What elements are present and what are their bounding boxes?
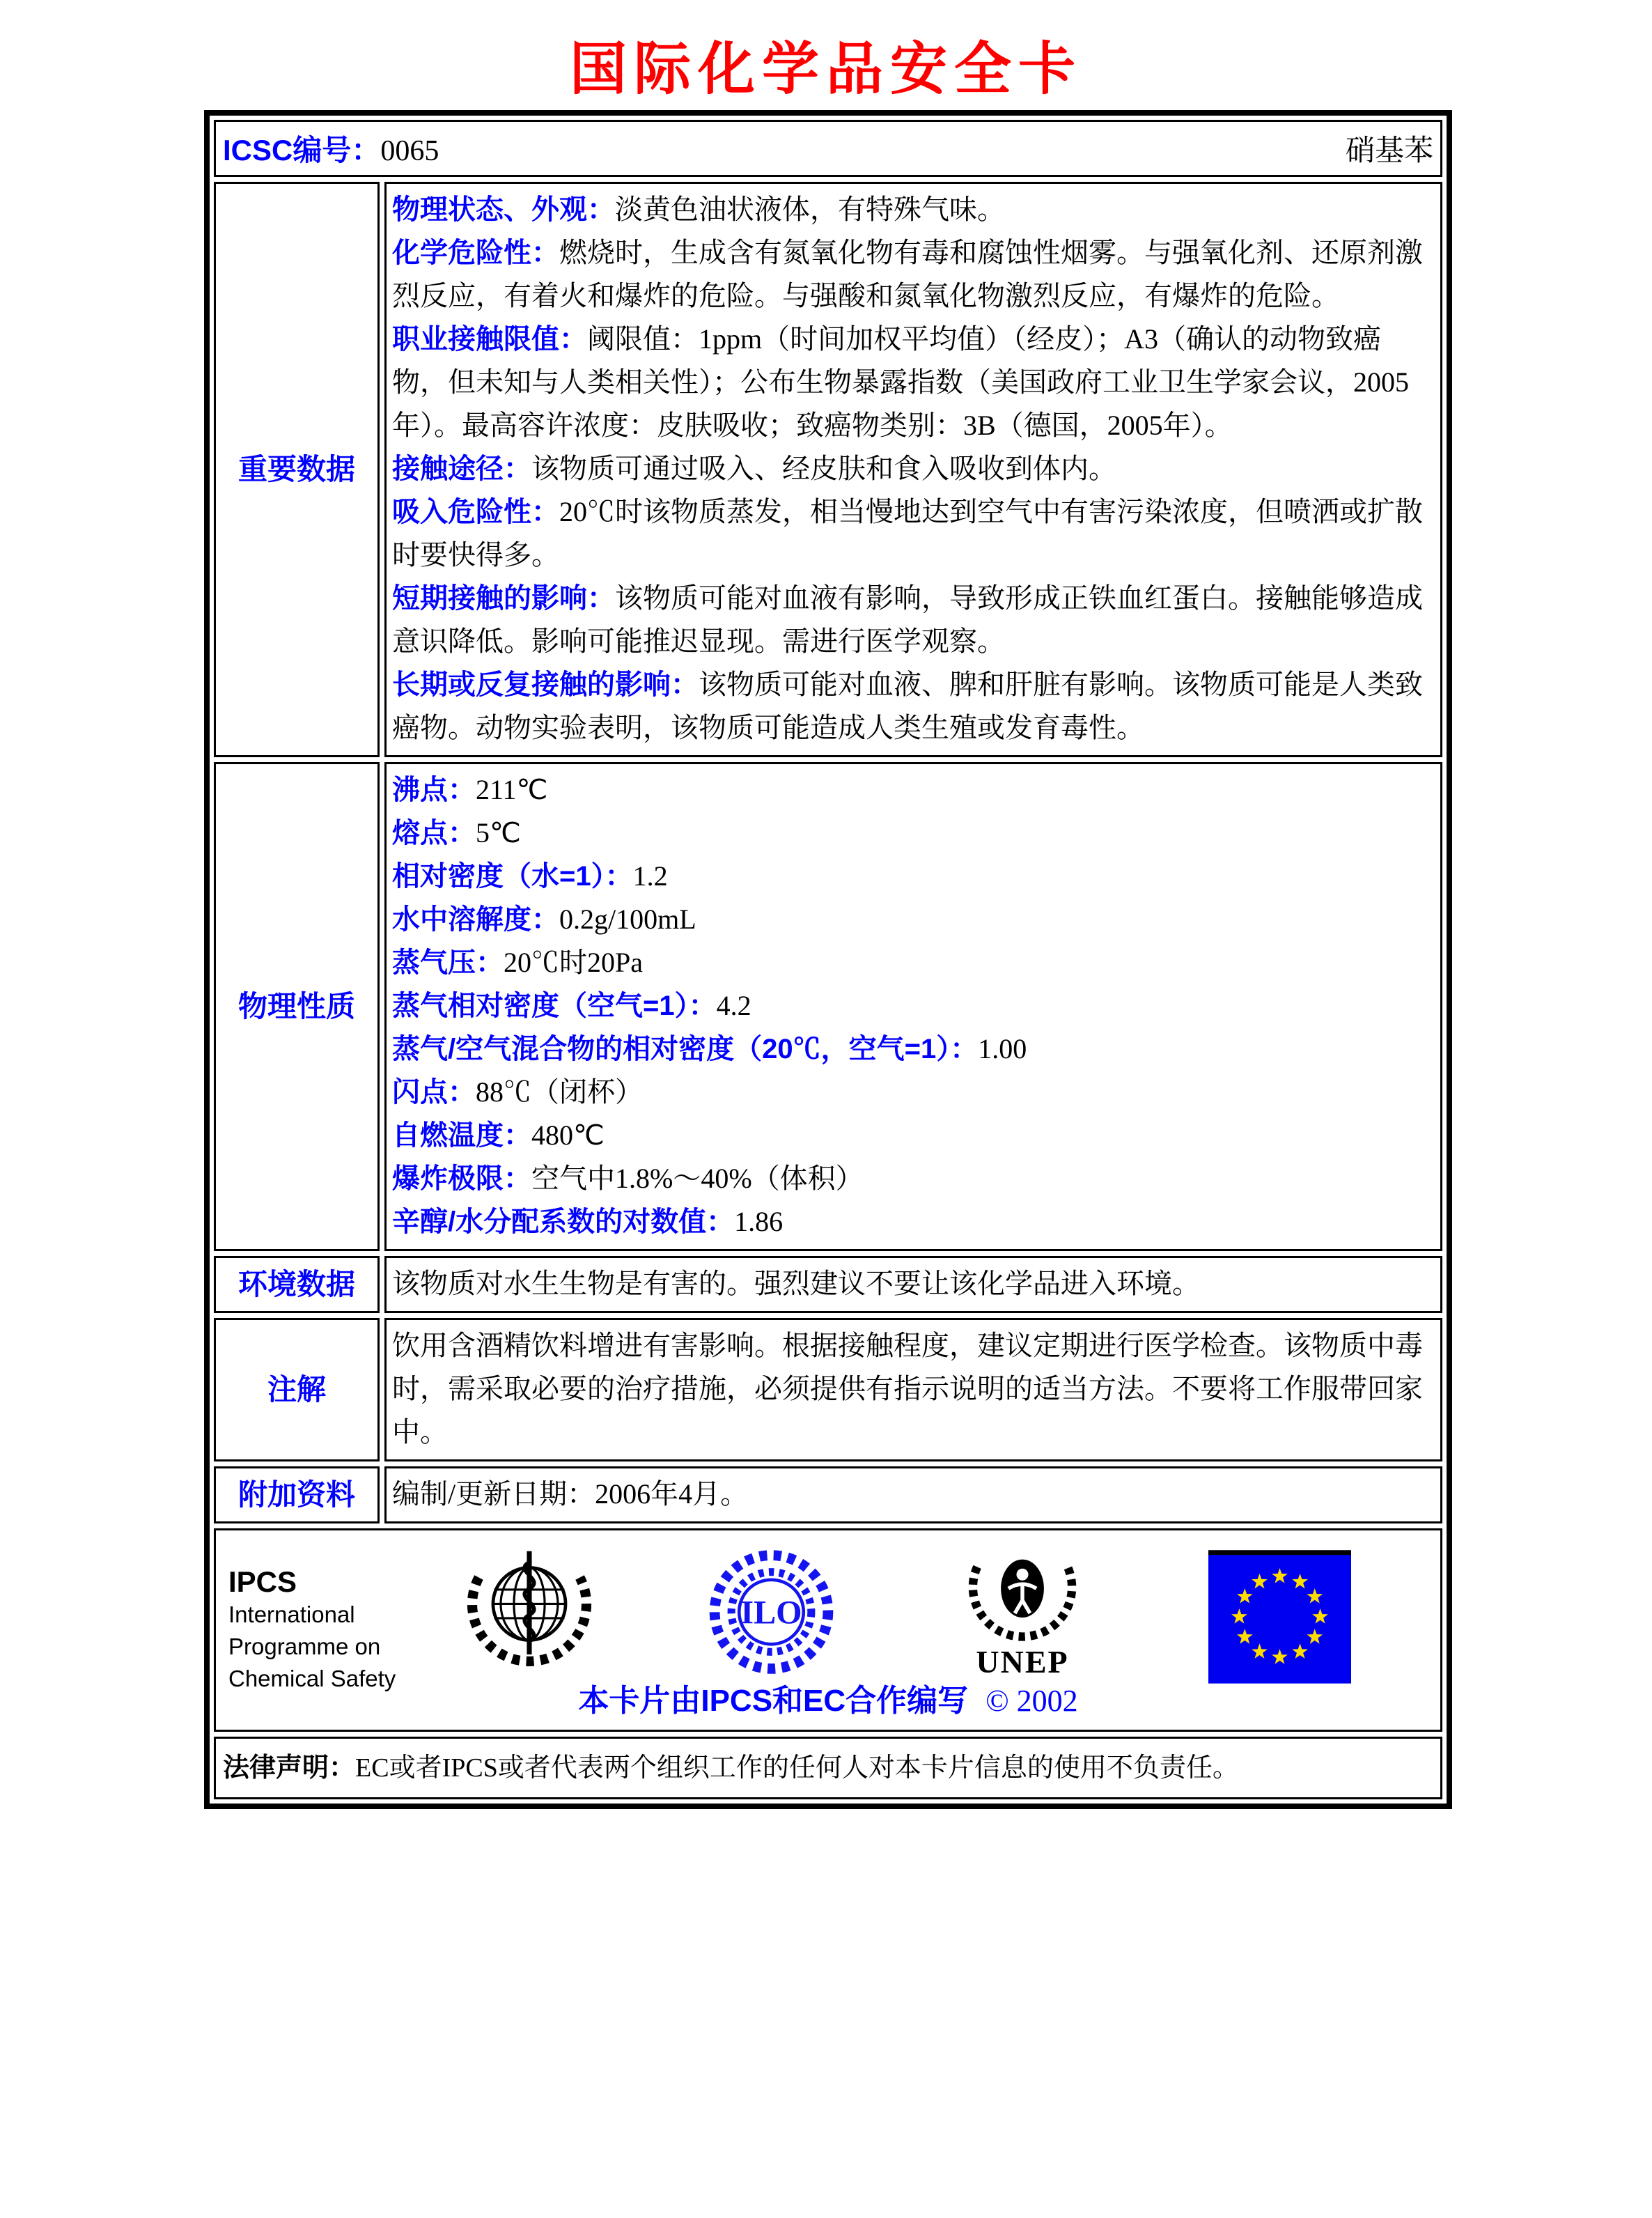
property-value: 88℃（闭杯） xyxy=(476,1076,643,1108)
copyright-text: © 2002 xyxy=(985,1684,1078,1718)
property-value: 5℃ xyxy=(476,817,521,848)
field-value: 该物质对水生生物是有害的。强烈建议不要让该化学品进入环境。 xyxy=(392,1268,1200,1299)
field-value: 该物质可能对血液、脾和肝脏有影响。该物质可能是人类致癌物。动物实验表明，该物质可能造成人类生殖或发育毒性。 xyxy=(392,669,1423,743)
property-line xyxy=(392,1114,1433,1157)
section-content-important-data xyxy=(384,182,1442,757)
property-value: 1.86 xyxy=(734,1206,784,1237)
property-label: 水中溶解度： xyxy=(392,904,559,935)
field-value: 燃烧时，生成含有氮氧化物有毒和腐蚀性烟雾。与强氧化剂、还原剂激烈反应，有着火和爆炸的危险。与强酸和氮氧化物激烈反应，有爆炸的危险。 xyxy=(392,237,1423,311)
property-value: 空气中1.8%～40%（体积） xyxy=(531,1163,864,1194)
environmental-data-row xyxy=(214,1256,1442,1313)
data-item xyxy=(392,231,1433,318)
field-value: 该物质可能对血液有影响，导致形成正铁血红蛋白。接触能够造成意识降低。影响可能推迟显现。需进行医学观察。 xyxy=(392,582,1423,657)
section-label-additional-info xyxy=(214,1466,380,1523)
section-content-additional-info xyxy=(384,1466,1442,1523)
section-label-important-data xyxy=(214,182,380,757)
property-label: 自燃温度： xyxy=(392,1120,531,1151)
field-label: 吸入危险性： xyxy=(392,497,559,527)
property-line xyxy=(392,1157,1433,1200)
property-line xyxy=(392,1027,1433,1071)
legal-row xyxy=(214,1737,1442,1799)
section-content-environmental-data xyxy=(384,1256,1442,1313)
section-label-text: 物理性质 xyxy=(237,989,355,1023)
field-label: 短期接触的影响： xyxy=(392,583,615,614)
eu-flag-icon xyxy=(1208,1550,1351,1687)
page-title: 国际化学品安全卡 xyxy=(569,38,1082,101)
section-label-text: 环境数据 xyxy=(237,1267,355,1301)
section-label-text: 附加资料 xyxy=(237,1478,355,1511)
credit-line xyxy=(216,1675,1440,1720)
field-label: 接触途径： xyxy=(392,453,531,484)
ipcs-line: Programme on xyxy=(228,1634,381,1659)
data-item xyxy=(392,490,1433,577)
ilo-logo-icon xyxy=(707,1546,836,1682)
property-line xyxy=(392,1200,1433,1243)
unep-caption: UNEP xyxy=(976,1644,1069,1680)
data-item xyxy=(392,663,1433,750)
svg-text:ILO: ILO xyxy=(740,1594,802,1631)
property-value: 4.2 xyxy=(716,990,751,1021)
legal-label: 法律声明： xyxy=(223,1753,356,1783)
property-value: 0.2g/100mL xyxy=(559,904,696,935)
icsc-number-value: 0065 xyxy=(380,135,439,167)
section-label-environmental-data xyxy=(214,1256,380,1313)
property-line xyxy=(392,1071,1433,1114)
logos-cell xyxy=(214,1528,1442,1732)
property-value: 211℃ xyxy=(476,774,548,805)
property-label: 辛醇/水分配系数的对数值： xyxy=(392,1207,735,1237)
property-value: 20℃时20Pa xyxy=(504,947,643,978)
section-label-text: 重要数据 xyxy=(237,452,355,486)
property-label: 爆炸极限： xyxy=(392,1163,531,1194)
ipcs-line: International xyxy=(228,1602,355,1627)
property-label: 熔点： xyxy=(392,818,476,848)
section-content-notes xyxy=(384,1318,1442,1461)
field-value: 阈限值：1ppm（时间加权平均值）（经皮）；A3（确认的动物致癌物，但未知与人类相关性）；公布生物暴露指数（美国政府工业卫生学家会议，2005年）。最高容许浓度：皮肤吸收；致癌物类别：3B（德国，2005年）。 xyxy=(392,323,1409,441)
field-value: 该物质可通过吸入、经皮肤和食入吸收到体内。 xyxy=(531,453,1116,484)
property-label: 蒸气相对密度（空气=1）： xyxy=(392,991,717,1021)
section-label-text: 注解 xyxy=(267,1372,326,1406)
physical-properties-row xyxy=(214,762,1442,1251)
section-label-physical-properties xyxy=(214,762,380,1251)
important-data-row xyxy=(214,182,1442,757)
property-value: 1.00 xyxy=(978,1033,1027,1064)
chemical-name: 硝基苯 xyxy=(1345,135,1433,167)
data-item xyxy=(392,447,1433,490)
who-logo-icon xyxy=(463,1540,595,1686)
property-label: 蒸气/空气混合物的相对密度（20℃，空气=1）： xyxy=(392,1034,979,1064)
field-value: 饮用含酒精饮料增进有害影响。根据接触程度，建议定期进行医学检查。该物质中毒时，需采取必要的治疗措施，必须提供有指示说明的适当方法。不要将工作服带回家中。 xyxy=(392,1330,1423,1448)
unep-logo-icon xyxy=(960,1539,1085,1678)
data-item xyxy=(392,577,1433,663)
icsc-number-group xyxy=(223,127,439,169)
property-label: 蒸气压： xyxy=(392,947,504,978)
credit-text: 本卡片由IPCS和EC合作编写 xyxy=(578,1684,969,1718)
field-value: 淡黄色油状液体，有特殊气味。 xyxy=(615,194,1005,225)
field-label: 化学危险性： xyxy=(392,238,559,268)
section-label-notes xyxy=(214,1318,380,1461)
property-line xyxy=(392,941,1433,984)
data-item xyxy=(392,318,1433,447)
field-label: 职业接触限值： xyxy=(392,324,587,355)
property-label: 相对密度（水=1）： xyxy=(392,861,633,892)
property-value: 480℃ xyxy=(531,1119,605,1151)
additional-info-row xyxy=(214,1466,1442,1523)
property-line xyxy=(392,855,1433,898)
data-item xyxy=(392,188,1433,231)
property-value: 1.2 xyxy=(632,860,668,892)
property-label: 闪点： xyxy=(392,1077,476,1108)
legal-text: EC或者IPCS或者代表两个组织工作的任何人对本卡片信息的使用不负责任。 xyxy=(355,1753,1239,1783)
logos-row xyxy=(214,1528,1442,1732)
property-line xyxy=(392,984,1433,1027)
ipcs-line: Chemical Safety xyxy=(228,1666,396,1691)
field-value: 20℃时该物质蒸发，相当慢地达到空气中有害污染浓度，但喷洒或扩散时要快得多。 xyxy=(392,496,1423,571)
notes-row xyxy=(214,1318,1442,1461)
field-label: 长期或反复接触的影响： xyxy=(392,669,699,700)
header-row xyxy=(214,120,1442,177)
property-line xyxy=(392,768,1433,812)
field-label: 物理状态、外观： xyxy=(392,194,615,225)
legal-cell xyxy=(214,1737,1442,1799)
ipcs-acronym: IPCS xyxy=(228,1565,297,1598)
section-content-physical-properties xyxy=(384,762,1442,1251)
property-label: 沸点： xyxy=(392,775,476,805)
property-line xyxy=(392,812,1433,855)
header-cell xyxy=(214,120,1442,177)
property-line xyxy=(392,898,1433,941)
icsc-table xyxy=(204,110,1452,1809)
icsc-number-label: ICSC编号： xyxy=(223,134,381,166)
field-value: 编制/更新日期：2006年4月。 xyxy=(392,1478,749,1510)
